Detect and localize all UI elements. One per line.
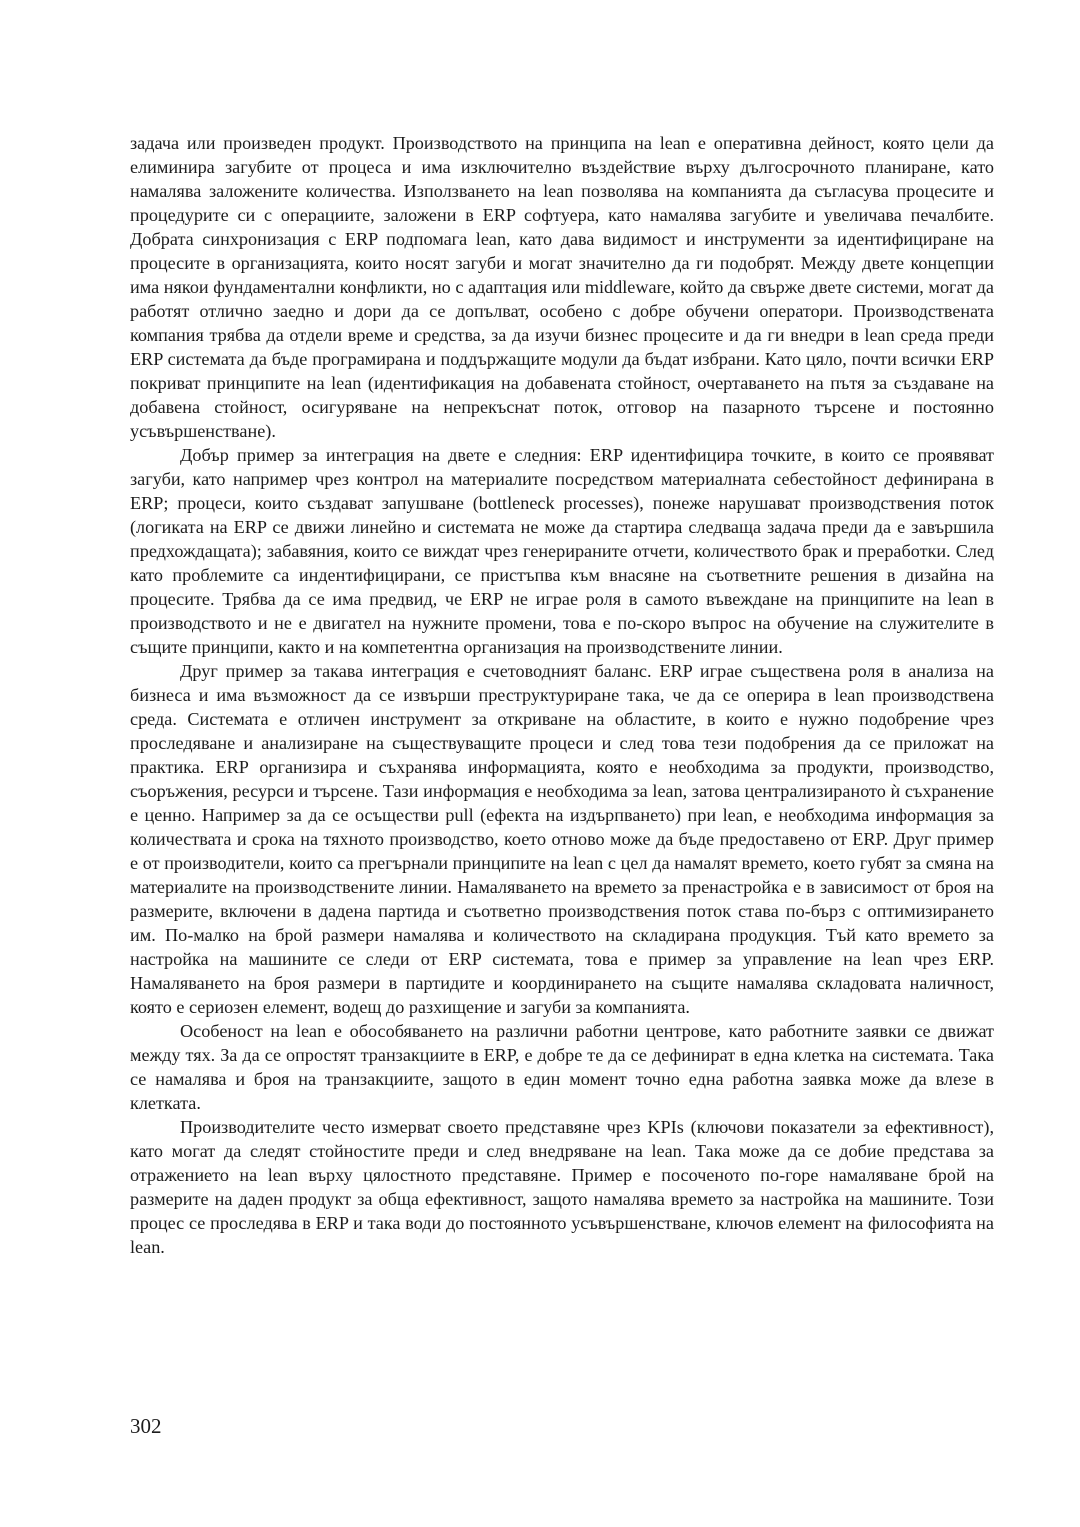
paragraph-5: Производителите често измерват своето представяне чрез KPIs (ключови показатели за ефективност), като могат да следят стойностите преди и след внедряване на lean. Така може да се добие представа за отражението на lean върху цялостното представяне. Пример е посоченото по-горе намаляване брой на размерите на даден продукт за обща ефективност, защото намалява времето за настройка на машините. Този процес се проследява в ERP и така води до постоянното усъвършенстване, ключов елемент на философията на lean. — [130, 1117, 994, 1257]
paragraph-2: Добър пример за интеграция на двете е следния: ERP идентифицира точките, в които се проявяват загуби, като например чрез контрол на материалите посредством материалната себестойност дефинирана в ERP; процеси, които създават запушване (bottleneck processes), понеже нарушават производствения поток (логиката на ERP се движи линейно и системата не може да стартира следваща задача преди да е завършила предхождащата); забавяния, които се виждат чрез генерираните отчети, количеството брак и преработки. След като проблемите са индентифицирани, се пристъпва към внасяне на съответните решения в дизайна на процесите. Трябва да се има предвид, че ERP не играе роля в самото въвеждане на принципите на lean в производството и не е двигател на нужните промени, това е по-скоро въпрос на обучение на служителите в същите принципи, както и на компетентна организация на производствените линии. — [130, 445, 994, 657]
paragraph-4: Особеност на lean е обособяването на различни работни центрове, като работните заявки се движат между тях. За да се опростят транзакциите в ERP, е добре те да се дефинират в една клетка на системата. Така се намалява и броя на транзакциите, защото в един момент точно една работна заявка може да влезе в клетката. — [130, 1021, 994, 1113]
paragraph-3: Друг пример за такава интеграция е счетоводният баланс. ERP играе съществена роля в анализа на бизнеса и има възможност да се извърши преструктуриране така, че да се оперира в lean производствена среда. Системата е отличен инструмент за откриване на областите, в които е нужно подобрение чрез проследяване и анализиране на съществуващите процеси и след това тези подобрения да се приложат на практика. ERP организира и съхранява информацията, която е необходима за продукти, производство, съоръжения, ресурси и търсене. Тази информация е необходима за lean, затова централизираното ѝ съхранение е ценно. Например за да се осъществи pull (ефекта на издърпването) при lean, е необходима информация за количествата и срока на тяхното производство, което отново може да бъде предоставено от ERP. Друг пример е от производители, които са прегърнали принципите на lean с цел да намалят времето, което губят за смяна на материалите на производствените линии. Намаляването на времето за пренастройка е в зависимост от броя на размерите, включени в дадена партида и съответно производствения поток става по-бърз с оптимизирането им. По-малко на брой размери намалява и количеството на складирана продукция. Тъй като времето за настройка на машините се следи от ERP системата, това е пример за управление на lean чрез ERP. Намаляването на броя размери в партидите и координирането на същите намалява складовата наличност, която е сериозен елемент, водещ до разхищение и загуби за компанията. — [130, 661, 994, 1017]
page-number: 302 — [130, 1414, 162, 1438]
paragraph-1: задача или произведен продукт. Производството на принципа на lean е оперативна дейност, която цели да елиминира загубите от процеса и има изключително въздействие върху дългосрочното планиране, като намалява заложените количества. Използването на lean позволява на компанията да съгласува процесите и процедурите си с операциите, заложени в ERP софтуера, като намалява загубите и увеличава печалбите. Добрата синхронизация с ERP подпомага lean, като дава видимост и инструменти за идентифициране на процесите в организацията, които носят загуби и могат значително да ги подобрят. Между двете концепции има някои фундаментални конфликти, но с адаптация или middleware, който да свърже двете системи, могат да работят отлично заедно и дори да се допълват, особено с добре обучени оператори. Производствената компания трябва да отдели време и средства, за да изучи бизнес процесите и да ги внедри в lean среда преди ERP системата да бъде програмирана и поддържащите модули да бъдат избрани. Като цяло, почти всички ERP покриват принципите на lean (идентификация на добавената стойност, очертаването на пътя за създаване на добавена стойност, осигуряване на непрекъснат поток, отговор на пазарното търсене и постоянно усъвършенстване). — [130, 133, 994, 441]
body-text — [130, 131, 994, 1259]
